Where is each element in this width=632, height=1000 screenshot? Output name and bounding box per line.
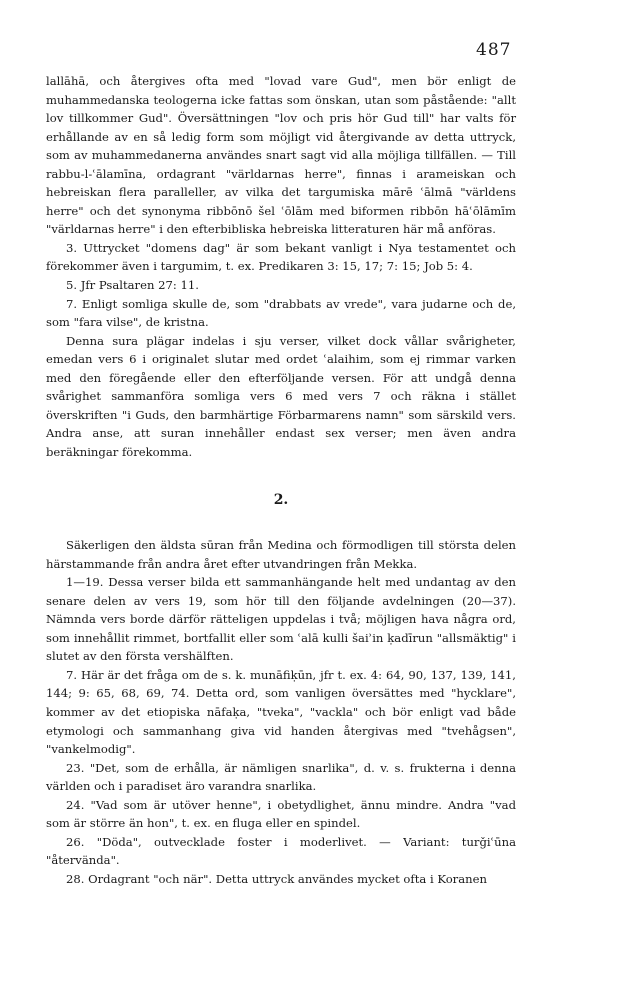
page-text — [46, 72, 516, 888]
note-paragraph: 23. "Det, som de erhålla, är nämligen snarlika", d. v. s. frukterna i denna världen och i paradiset äro varandra snarlika. — [46, 760, 516, 794]
note-paragraph: 24. "Vad som är utöver henne", i obetydlighet, ännu mindre. Andra "vad som är större än hon", t. ex. en fluga eller en spindel. — [46, 797, 516, 831]
paragraph: lallāhā, och återgives ofta med "lovad vare Gud", men bör enligt de muhammedanska teologerna icke fattas som önskan, utan som påstående: "allt lov tillkommer Gud". Översättningen "lov och pris hör Gud till" har valts för erhållande av en så ledig form som möjligt vid återgivande av detta uttryck, som av muhammedanerna användes snart sagt vid alla möjliga tillfällen. — Till rabbu-l-ʿālamīna, ordagrant "världarnas herre", finnas i arameiskan och hebreiskan flera paralleller, av vilka det targumiska mārē ʿālmā "världens herre" och det synonyma ribbōnō šel ʿōlām med biformen ribbōn hāʿōlāmīm "världarnas herre" i den efterbibliska hebreiska litteraturen här må anföras. — [46, 74, 516, 237]
note-paragraph: 28. Ordagrant "och när". Detta uttryck användes mycket ofta i Koranen — [66, 871, 487, 886]
note-paragraph: 7. Enligt somliga skulle de, som "drabbats av vrede", vara judarne och de, som "fara vilse", de kristna. — [46, 296, 516, 330]
note-paragraph: 26. "Döda", outvecklade foster i moderlivet. — Variant: turǧiʿūna "återvända". — [46, 834, 516, 868]
note-paragraph: 3. Uttrycket "domens dag" är som bekant vanligt i Nya testamentet och förekommer även i targumim, t. ex. Predikaren 3: 15, 17; 7: 15; Job 5: 4. — [46, 240, 516, 274]
intro-paragraph: Säkerligen den äldsta sūran från Medina och förmodligen till största delen härstammande från andra året efter utvandringen från Mekka. — [46, 538, 516, 571]
section-heading: 2. — [273, 492, 289, 509]
note-paragraph: 1—19. Dessa verser bilda ett sammanhängande helt med undantag av den senare delen av vers 19, som hör till den följande avdelningen (20—37). Nämnda vers borde därför rätteligen uppdelas i två; möjligen hava några ord, som innehållit rimmet, bortfallit eller som ʿalā kulli šaiʾin ḳadīrun "allsmäktig" i slutet av den första vershälften. — [46, 575, 516, 664]
note-paragraph: 5. Jfr Psaltaren 27: 11. — [66, 278, 199, 293]
note-paragraph: Denna sura plägar indelas i sju verser, vilket dock vållar svårigheter, emedan vers 6 i originalet slutar med ordet ʿalaihim, som ej rimmar varken med den föregående eller den efterföljande versen. För att undgå denna svårighet sammanföra somliga vers 6 med vers 7 och räkna i stället överskriften "i Guds, den barmhärtige Förbarmarens namn" som särskild vers. Andra anse, att suran innehåller endast sex verser; men även andra beräkningar förekomma. — [46, 333, 516, 459]
note-paragraph: 7. Här är det fråga om de s. k. munāfiḳūn, jfr t. ex. 4: 64, 90, 137, 139, 141, 144; 9: 65, 68, 69, 74. Detta ord, som vanligen översättes med "hycklare", kommer av det etiopiska nāfaḳa, "tveka", "vackla" och bör enligt vad både etymologi och sammanhang giva vid handen återgivas med "tvehågsen", "vankelmodig". — [46, 667, 516, 757]
page-number: 487 — [476, 40, 512, 60]
